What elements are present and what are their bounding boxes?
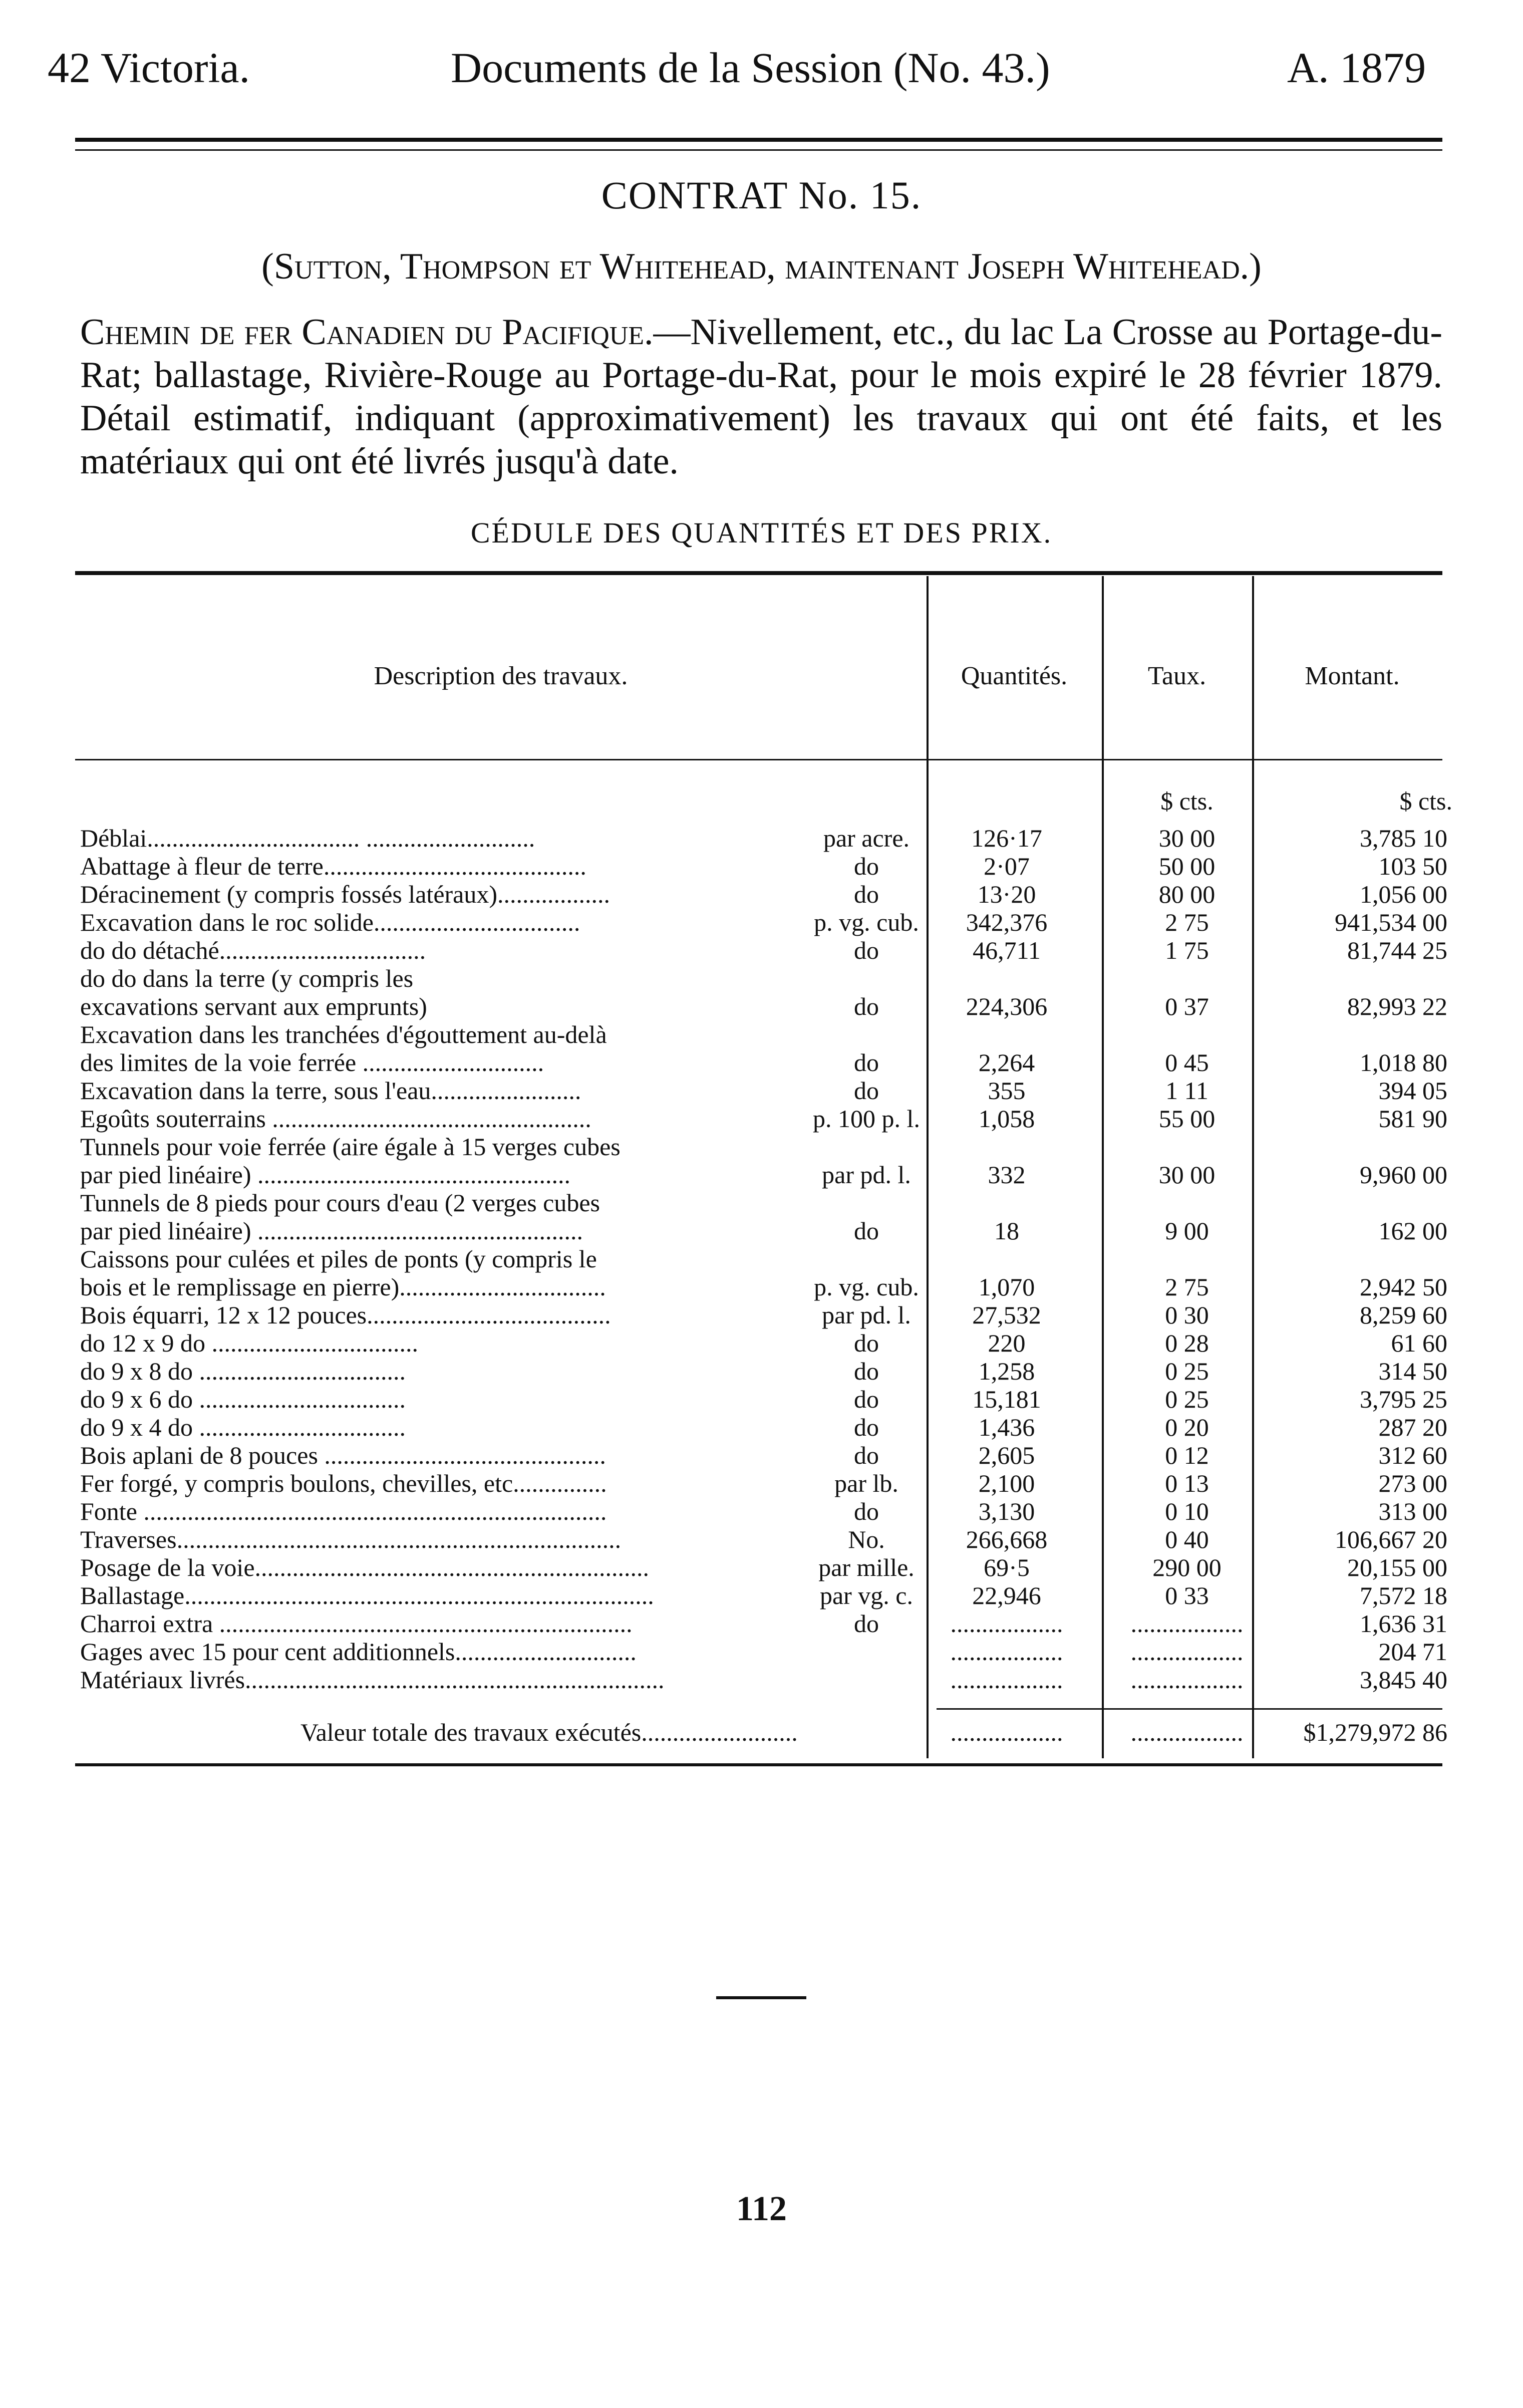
table-row bbox=[0, 852, 1523, 880]
row-quantity: 1,258 bbox=[978, 1357, 1035, 1385]
row-rate: 1 11 bbox=[1165, 1077, 1208, 1105]
table-row bbox=[0, 1385, 1523, 1413]
row-unit: do bbox=[854, 1077, 879, 1105]
table-row bbox=[0, 1413, 1523, 1441]
table-row bbox=[0, 1581, 1523, 1610]
row-description: Déracinement (y compris fossés latéraux).................. bbox=[80, 880, 611, 908]
row-amount: 82,993 22 bbox=[1347, 992, 1447, 1020]
colhead-rate: Taux. bbox=[1147, 662, 1206, 690]
table-row bbox=[0, 1161, 1523, 1189]
row-amount: 2,942 50 bbox=[1360, 1273, 1447, 1301]
row-rate: 0 33 bbox=[1165, 1581, 1209, 1610]
colhead-amount: Montant. bbox=[1305, 662, 1400, 690]
row-amount: 3,845 40 bbox=[1360, 1666, 1447, 1694]
row-description: des limites de la voie ferrée ............................. bbox=[80, 1048, 544, 1077]
table-row bbox=[0, 964, 1523, 992]
row-quantity: 355 bbox=[988, 1077, 1026, 1105]
contract-title: CONTRAT No. 15. bbox=[601, 173, 922, 217]
row-description: par pied linéaire) .................................................. bbox=[80, 1161, 570, 1189]
row-unit: par acre. bbox=[823, 824, 910, 852]
row-quantity: 220 bbox=[988, 1329, 1026, 1357]
row-rate: 0 12 bbox=[1165, 1441, 1209, 1469]
row-unit: do bbox=[854, 852, 879, 880]
row-unit: par pd. l. bbox=[822, 1161, 911, 1189]
row-quantity: 2·07 bbox=[984, 852, 1030, 880]
row-amount: 394 05 bbox=[1378, 1077, 1447, 1105]
row-unit: do bbox=[854, 1329, 879, 1357]
row-amount: 81,744 25 bbox=[1347, 936, 1447, 964]
table-row bbox=[0, 908, 1523, 936]
table-row bbox=[0, 1105, 1523, 1133]
row-unit: p. vg. cub. bbox=[814, 1273, 919, 1301]
table-row bbox=[0, 1497, 1523, 1525]
row-rate: 30 00 bbox=[1158, 824, 1215, 852]
table-top-rule bbox=[75, 571, 1442, 575]
row-rate: 30 00 bbox=[1158, 1161, 1215, 1189]
row-description: do 9 x 4 do ................................. bbox=[80, 1413, 406, 1441]
row-description: Posage de la voie............................................................... bbox=[80, 1553, 650, 1581]
row-rate: 0 40 bbox=[1165, 1525, 1209, 1553]
row-rate: 0 25 bbox=[1165, 1357, 1209, 1385]
row-unit: par lb. bbox=[834, 1469, 898, 1497]
row-amount: 314 50 bbox=[1378, 1357, 1447, 1385]
table-row bbox=[0, 936, 1523, 964]
intro-text: —Nivellement, etc., du lac La Crosse au Portage-du-Rat; ballastage, Rivière-Rouge au Portage-du-Rat, pour le mois expiré le 28 février 1879. Détail estimatif, indiquant (approximativement) les travaux qui ont été faits, et les matériaux qui ont été livrés jusqu'à date. bbox=[80, 312, 1442, 482]
row-quantity: 224,306 bbox=[966, 992, 1048, 1020]
row-amount: 106,667 20 bbox=[1335, 1525, 1447, 1553]
row-quantity: 18 bbox=[994, 1217, 1019, 1245]
row-description: Abattage à fleur de terre.......................................... bbox=[80, 852, 586, 880]
row-description: Traverses....................................................................... bbox=[80, 1525, 622, 1553]
row-amount: 9,960 00 bbox=[1360, 1161, 1447, 1189]
row-amount: 204 71 bbox=[1378, 1638, 1447, 1666]
units-amount: $ cts. bbox=[1399, 787, 1452, 815]
row-unit: do bbox=[854, 1217, 879, 1245]
row-amount: 273 00 bbox=[1378, 1469, 1447, 1497]
row-quantity: 2,264 bbox=[978, 1048, 1035, 1077]
table-row bbox=[0, 1245, 1523, 1273]
table-row bbox=[0, 1189, 1523, 1217]
row-unit: do bbox=[854, 1357, 879, 1385]
row-quantity: .................. bbox=[950, 1638, 1063, 1666]
contract-parties: (Sutton, Thompson et Whitehead, maintenant Joseph Whitehead.) bbox=[261, 246, 1262, 287]
row-rate: 0 37 bbox=[1165, 992, 1209, 1020]
row-description: do 12 x 9 do ................................. bbox=[80, 1329, 418, 1357]
row-quantity: 22,946 bbox=[972, 1581, 1041, 1610]
row-amount: 581 90 bbox=[1378, 1105, 1447, 1133]
row-rate: 2 75 bbox=[1165, 908, 1209, 936]
intro-paragraph bbox=[80, 311, 1442, 483]
table-row bbox=[0, 1525, 1523, 1553]
row-description: par pied linéaire) .................................................... bbox=[80, 1217, 583, 1245]
row-description: do 9 x 8 do ................................. bbox=[80, 1357, 406, 1385]
row-quantity: .................. bbox=[950, 1610, 1063, 1638]
row-rate: 0 10 bbox=[1165, 1497, 1209, 1525]
row-rate: .................. bbox=[1130, 1610, 1244, 1638]
row-unit: do bbox=[854, 880, 879, 908]
table-row bbox=[0, 1666, 1523, 1694]
table-row bbox=[0, 1357, 1523, 1385]
row-quantity: 15,181 bbox=[972, 1385, 1041, 1413]
row-unit: par mille. bbox=[818, 1553, 915, 1581]
footer-rule bbox=[716, 1996, 806, 1999]
intro-lead: Chemin de fer Canadien du Pacifique. bbox=[80, 312, 654, 353]
row-amount: 1,636 31 bbox=[1360, 1610, 1447, 1638]
row-amount: 3,795 25 bbox=[1360, 1385, 1447, 1413]
row-amount: 941,534 00 bbox=[1335, 908, 1447, 936]
row-rate: 0 28 bbox=[1165, 1329, 1209, 1357]
row-unit: do bbox=[854, 1441, 879, 1469]
table-row bbox=[0, 1133, 1523, 1161]
colhead-description: Description des travaux. bbox=[374, 662, 628, 690]
row-description: Tunnels de 8 pieds pour cours d'eau (2 verges cubes bbox=[80, 1189, 600, 1217]
row-description: do do dans la terre (y compris les bbox=[80, 964, 414, 992]
header-rule bbox=[75, 138, 1442, 142]
row-rate: 0 13 bbox=[1165, 1469, 1209, 1497]
row-description: Tunnels pour voie ferrée (aire égale à 15 verges cubes bbox=[80, 1133, 621, 1161]
row-description: Bois aplani de 8 pouces ............................................. bbox=[80, 1441, 606, 1469]
row-unit: p. vg. cub. bbox=[814, 908, 919, 936]
row-unit: par pd. l. bbox=[822, 1301, 911, 1329]
row-quantity: 1,058 bbox=[978, 1105, 1035, 1133]
row-quantity: 3,130 bbox=[978, 1497, 1035, 1525]
table-row bbox=[0, 1441, 1523, 1469]
total-label: Valeur totale des travaux exécutés......................... bbox=[300, 1718, 798, 1746]
row-unit: do bbox=[854, 1497, 879, 1525]
row-unit: do bbox=[854, 1413, 879, 1441]
row-quantity: 46,711 bbox=[973, 936, 1041, 964]
row-rate: 1 75 bbox=[1165, 936, 1209, 964]
row-description: excavations servant aux emprunts) bbox=[80, 992, 427, 1020]
row-description: Matériaux livrés................................................................... bbox=[80, 1666, 665, 1694]
row-description: do do détaché................................. bbox=[80, 936, 426, 964]
row-amount: 1,056 00 bbox=[1360, 880, 1447, 908]
row-amount: 287 20 bbox=[1378, 1413, 1447, 1441]
table-row bbox=[0, 1638, 1523, 1666]
row-unit: No. bbox=[848, 1525, 885, 1553]
total-qty: .................. bbox=[950, 1718, 1063, 1746]
table-row bbox=[0, 1077, 1523, 1105]
row-quantity: 69·5 bbox=[984, 1553, 1030, 1581]
row-quantity: 2,605 bbox=[978, 1441, 1035, 1469]
row-description: Charroi extra .................................................................. bbox=[80, 1610, 633, 1638]
row-description: Fonte .......................................................................... bbox=[80, 1497, 607, 1525]
row-rate: 80 00 bbox=[1158, 880, 1215, 908]
schedule-title: CÉDULE DES QUANTITÉS ET DES PRIX. bbox=[470, 516, 1053, 549]
row-quantity: 1,436 bbox=[978, 1413, 1035, 1441]
row-rate: 2 75 bbox=[1165, 1273, 1209, 1301]
row-description: Caissons pour culées et piles de ponts (y compris le bbox=[80, 1245, 597, 1273]
total-rate: .................. bbox=[1130, 1718, 1244, 1746]
table-row bbox=[0, 1020, 1523, 1048]
row-rate: 290 00 bbox=[1152, 1553, 1222, 1581]
row-amount: 313 00 bbox=[1378, 1497, 1447, 1525]
row-description: Excavation dans la terre, sous l'eau........................ bbox=[80, 1077, 581, 1105]
row-amount: 3,785 10 bbox=[1360, 824, 1447, 852]
table-row bbox=[0, 824, 1523, 852]
row-unit: do bbox=[854, 1385, 879, 1413]
total-row bbox=[0, 1718, 1523, 1746]
row-description: bois et le remplissage en pierre)................................. bbox=[80, 1273, 606, 1301]
total-rule-top bbox=[937, 1708, 1442, 1710]
table-bottom-rule bbox=[75, 1763, 1442, 1766]
row-rate: 9 00 bbox=[1165, 1217, 1209, 1245]
total-amount: $1,279,972 86 bbox=[1303, 1718, 1447, 1746]
row-unit: do bbox=[854, 1610, 879, 1638]
row-rate: 55 00 bbox=[1158, 1105, 1215, 1133]
row-quantity: 332 bbox=[988, 1161, 1026, 1189]
row-quantity: 342,376 bbox=[966, 908, 1048, 936]
page-number: 112 bbox=[736, 2190, 787, 2228]
table-head-rule bbox=[75, 759, 1442, 760]
row-description: Excavation dans le roc solide................................. bbox=[80, 908, 580, 936]
units-rate: $ cts. bbox=[1160, 787, 1213, 815]
row-unit: do bbox=[854, 936, 879, 964]
table-row bbox=[0, 1329, 1523, 1357]
row-description: Déblai.................................. ........................... bbox=[80, 824, 535, 852]
row-quantity: 1,070 bbox=[978, 1273, 1035, 1301]
row-amount: 61 60 bbox=[1391, 1329, 1447, 1357]
row-quantity: 13·20 bbox=[977, 880, 1036, 908]
row-quantity: .................. bbox=[950, 1666, 1063, 1694]
row-rate: .................. bbox=[1130, 1638, 1244, 1666]
row-quantity: 2,100 bbox=[978, 1469, 1035, 1497]
header-right: A. 1879 bbox=[1287, 44, 1426, 92]
table-row bbox=[0, 1048, 1523, 1077]
row-unit: do bbox=[854, 992, 879, 1020]
row-unit: par vg. c. bbox=[819, 1581, 913, 1610]
table-row bbox=[0, 1553, 1523, 1581]
row-description: Gages avec 15 pour cent additionnels............................. bbox=[80, 1638, 637, 1666]
header-center: Documents de la Session (No. 43.) bbox=[451, 44, 1050, 92]
row-description: Bois équarri, 12 x 12 pouces....................................... bbox=[80, 1301, 611, 1329]
row-description: Fer forgé, y compris boulons, chevilles, etc............... bbox=[80, 1469, 607, 1497]
row-amount: 8,259 60 bbox=[1360, 1301, 1447, 1329]
row-amount: 7,572 18 bbox=[1360, 1581, 1447, 1610]
row-description: Ballastage........................................................................... bbox=[80, 1581, 654, 1610]
row-amount: 103 50 bbox=[1378, 852, 1447, 880]
row-rate: .................. bbox=[1130, 1666, 1244, 1694]
row-description: Egoûts souterrains ................................................... bbox=[80, 1105, 591, 1133]
row-quantity: 266,668 bbox=[966, 1525, 1048, 1553]
table-row bbox=[0, 1610, 1523, 1638]
row-quantity: 27,532 bbox=[972, 1301, 1041, 1329]
table-row bbox=[0, 1217, 1523, 1245]
header-left: 42 Victoria. bbox=[48, 44, 250, 92]
table-row bbox=[0, 1469, 1523, 1497]
row-unit: p. 100 p. l. bbox=[813, 1105, 920, 1133]
row-quantity: 126·17 bbox=[971, 824, 1042, 852]
table-row bbox=[0, 1301, 1523, 1329]
row-rate: 0 20 bbox=[1165, 1413, 1209, 1441]
table-row bbox=[0, 1273, 1523, 1301]
table-row bbox=[0, 880, 1523, 908]
row-rate: 0 45 bbox=[1165, 1048, 1209, 1077]
row-amount: 1,018 80 bbox=[1360, 1048, 1447, 1077]
table-row bbox=[0, 992, 1523, 1020]
colhead-quantities: Quantités. bbox=[961, 662, 1068, 690]
row-amount: 312 60 bbox=[1378, 1441, 1447, 1469]
row-rate: 50 00 bbox=[1158, 852, 1215, 880]
row-unit: do bbox=[854, 1048, 879, 1077]
row-amount: 162 00 bbox=[1378, 1217, 1447, 1245]
row-description: Excavation dans les tranchées d'égouttement au-delà bbox=[80, 1020, 607, 1048]
row-rate: 0 30 bbox=[1165, 1301, 1209, 1329]
row-description: do 9 x 6 do ................................. bbox=[80, 1385, 406, 1413]
row-amount: 20,155 00 bbox=[1347, 1553, 1447, 1581]
header-rule-thin bbox=[75, 149, 1442, 151]
row-rate: 0 25 bbox=[1165, 1385, 1209, 1413]
